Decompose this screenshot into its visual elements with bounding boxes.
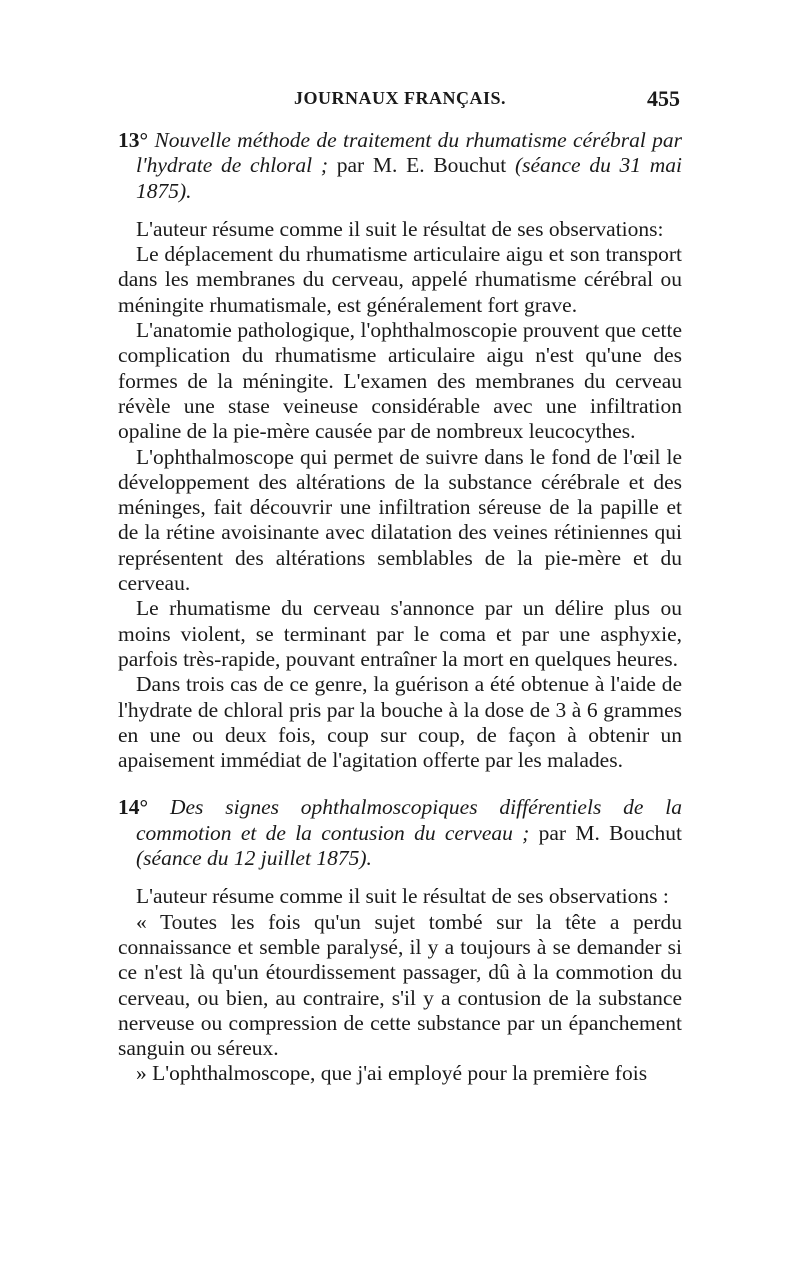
- entry-14-title: Des signes ophthalmoscopiques différentiels de la commotion et de la contusion du cerveau ;: [136, 795, 683, 845]
- page-header: [120, 88, 680, 118]
- paragraph: L'auteur résume comme il suit le résultat de ses observations:: [136, 216, 664, 241]
- page-number: 455: [647, 86, 680, 111]
- entry-13-heading: [118, 128, 682, 204]
- entry-13-author: par M. E. Bouchut: [336, 153, 507, 178]
- entry-13-session: (séance du 31 mai 1875).: [136, 153, 683, 203]
- entry-13-title: Nouvelle méthode de traitement du rhumatisme cérébral par l'hydrate de chloral ;: [136, 128, 682, 178]
- paragraph: Le rhumatisme du cerveau s'annonce par un délire plus ou moins violent, se terminant par le coma et par une asphyxie, parfois très-rapide, pouvant entraîner la mort en quelques heures.: [118, 596, 682, 671]
- page-body: [118, 128, 682, 1087]
- entry-13-number: 13°: [118, 128, 149, 152]
- paragraph: Dans trois cas de ce genre, la guérison a été obtenue à l'aide de l'hydrate de chloral pris par la bouche à la dose de 3 à 6 grammes en une ou deux fois, coup sur coup, de façon à obtenir un apaisement immédiat de l'agitation offerte par les malades.: [118, 672, 682, 773]
- paragraph: L'ophthalmoscope qui permet de suivre dans le fond de l'œil le développement des altérations de la substance cérébrale et des méninges, fait découvrir une infiltration séreuse de la papille et de la rétine avoisinante avec dilatation des veines rétiniennes qui représentent des altérations semblables de la pie-mère et du cerveau.: [118, 444, 682, 596]
- paragraph: L'anatomie pathologique, l'ophthalmoscopie prouvent que cette complication du rhumatisme articulaire aigu n'est qu'une des formes de la méningite. L'examen des membranes du cerveau révèle une stase veineuse considérable avec une infiltration opaline de la pie-mère causée par de nombreux leucocythes.: [118, 318, 682, 444]
- entry-14-author: par M. Bouchut: [538, 820, 682, 845]
- entry-14-session-open: (séance du 12: [136, 846, 256, 871]
- paragraph: « Toutes les fois qu'un sujet tombé sur la tête a perdu connaissance et semble paralysé, il y a toujours à se demander si ce n'est là qu'un étourdissement passager, dû à la commotion du cerveau, ou bien, au contraire, s'il y a contusion de la substance nerveuse ou compression de cette substance par un épanchement sanguin ou séreux.: [118, 909, 682, 1061]
- paragraph: L'auteur résume comme il suit le résultat de ses observations :: [136, 884, 669, 909]
- entry-14-heading: [118, 795, 682, 871]
- paragraph: » L'ophthalmoscope, que j'ai employé pour la première fois: [136, 1061, 648, 1086]
- entry-14-number: 14°: [118, 795, 149, 820]
- paragraph: Le déplacement du rhumatisme articulaire aigu et son transport dans les membranes du cerveau, appelé rhumatisme cérébral ou méningite rhumatismale, est généralement fort grave.: [118, 242, 682, 317]
- running-head: JOURNAUX FRANÇAIS.: [293, 88, 506, 108]
- entry-14-session-close: juillet 1875).: [260, 846, 372, 871]
